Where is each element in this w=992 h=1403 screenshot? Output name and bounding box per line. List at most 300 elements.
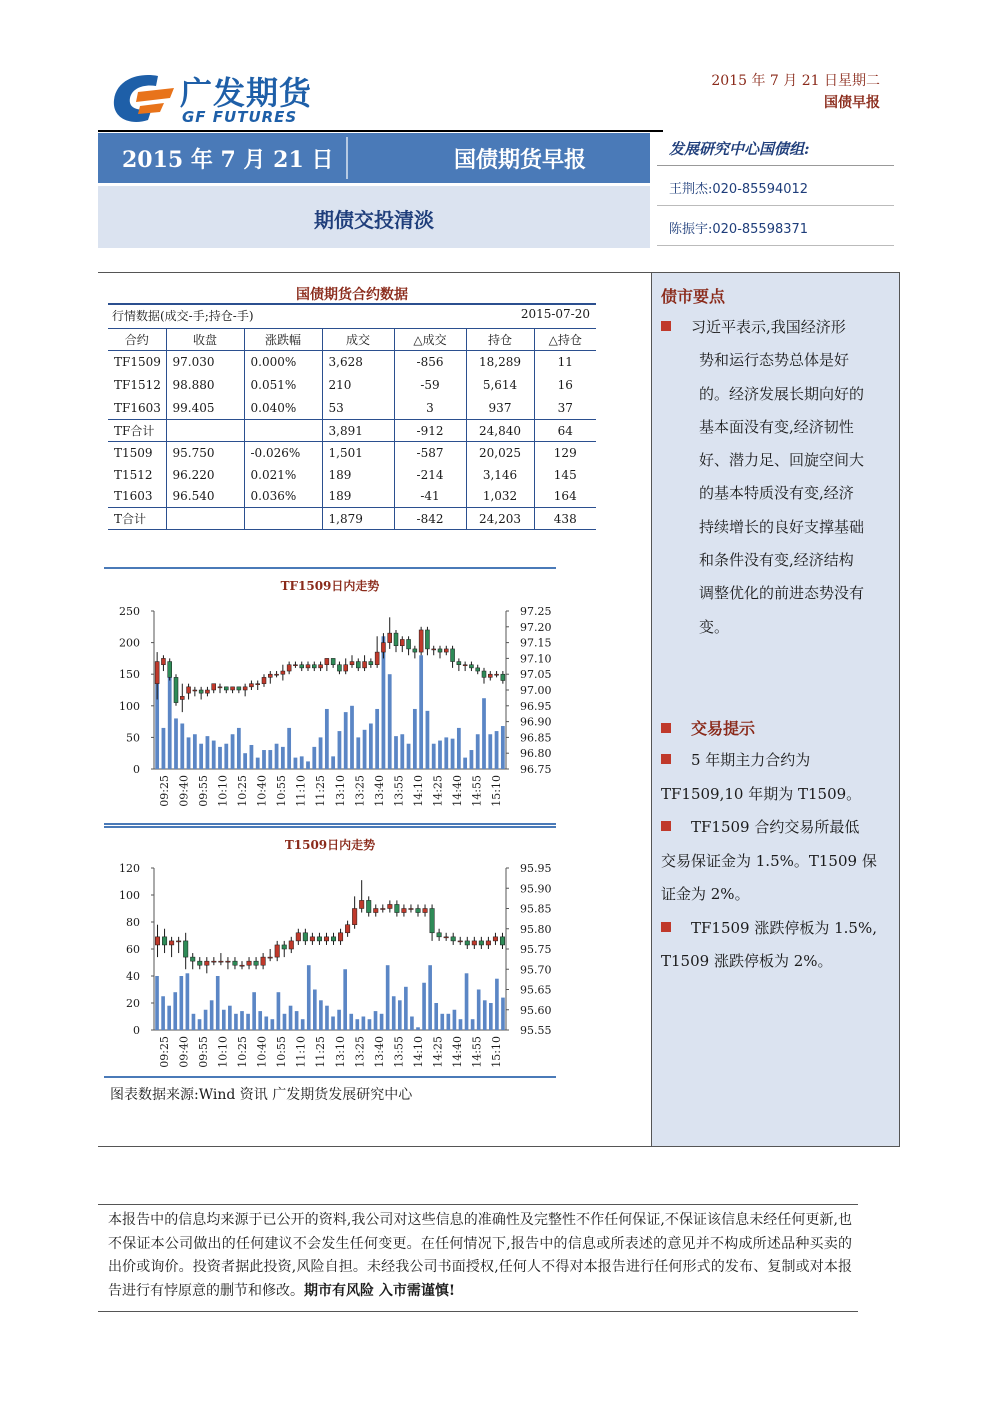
candle-body: [465, 941, 470, 945]
x-tick-label: 11:10: [294, 775, 308, 807]
candle-body: [356, 662, 360, 668]
tips-line: 5 年期主力合约为: [661, 744, 897, 778]
x-tick-label: 13:40: [372, 1036, 386, 1068]
header-report-type: 国债早报: [824, 95, 880, 111]
chart-title: T1509日内走势: [284, 838, 376, 852]
candle-body: [469, 665, 473, 668]
table-cell: -856: [394, 351, 466, 374]
candle-body: [317, 937, 322, 941]
volume-bar: [162, 728, 166, 769]
table-cell: TF1512: [114, 378, 161, 392]
column-header: 持仓: [466, 329, 534, 351]
volume-bar: [287, 728, 291, 769]
candle-body: [345, 925, 350, 933]
x-tick-label: 13:10: [333, 1036, 347, 1068]
volume-bar: [495, 731, 499, 769]
candle-body: [155, 937, 160, 945]
headline: 期债交投清淡: [314, 208, 434, 232]
table-cell: TF合计: [108, 420, 166, 442]
volume-bar: [319, 737, 323, 769]
candle-body: [366, 900, 371, 912]
table-cell: [166, 420, 244, 442]
volume-bar: [224, 744, 228, 769]
volume-bar: [275, 744, 279, 769]
candle-body: [463, 665, 467, 666]
candle-body: [493, 937, 498, 941]
candle-body: [451, 649, 455, 662]
table-cell: 3: [394, 397, 466, 420]
tips-title: 交易提示: [691, 719, 756, 738]
column-header: △持仓: [534, 329, 596, 351]
table-cell: TF1509: [114, 355, 161, 370]
volume-bar: [459, 1019, 463, 1030]
volume-bar: [155, 976, 159, 1030]
volume-bar: [256, 758, 260, 769]
x-tick-label: 09:40: [177, 775, 191, 807]
volume-bar: [281, 747, 285, 769]
volume-bar: [283, 1014, 287, 1030]
x-tick-label: 13:40: [372, 775, 386, 807]
brand-name-en: GF FUTURES: [182, 108, 298, 126]
volume-bar: [482, 698, 486, 769]
x-tick-label: 10:40: [255, 1036, 269, 1068]
volume-bar: [338, 731, 342, 769]
table-cell: TF1603: [114, 400, 161, 415]
volume-bar: [432, 744, 436, 769]
volume-bar: [234, 1014, 238, 1030]
volume-bar: [422, 983, 426, 1030]
left-tick-label: 120: [119, 862, 140, 875]
x-tick-label: 14:25: [431, 1036, 445, 1068]
volume-bar: [363, 730, 367, 769]
candle-body: [374, 909, 379, 913]
volume-bar: [394, 736, 398, 769]
table-cell: 5,614: [466, 374, 534, 397]
candle-body: [190, 957, 195, 961]
candle-body: [300, 665, 304, 668]
volume-bar: [262, 750, 266, 769]
table-cell: T1603: [114, 489, 153, 504]
table-cell: 3,146: [466, 464, 534, 486]
volume-bar: [307, 965, 311, 1030]
x-tick-label: 13:55: [392, 775, 406, 807]
points-line: 势和运行态势总体是好: [699, 351, 850, 370]
team-title: 发展研究中心国债组:: [657, 130, 894, 166]
volume-bar: [392, 996, 396, 1030]
chart-source: 图表数据来源:Wind 资讯 广发期货发展研究中心: [110, 1087, 413, 1103]
x-tick-label: 09:40: [177, 1036, 191, 1068]
left-tick-label: 100: [119, 699, 140, 713]
volume-bar: [301, 1019, 305, 1030]
volume-bar: [199, 744, 203, 769]
volume-bar: [216, 976, 220, 1030]
volume-bar: [237, 728, 241, 769]
tf1509-chart: [104, 567, 556, 825]
header-date: 2015 年 7 月 21 日星期二: [711, 73, 880, 89]
volume-bar: [471, 1019, 475, 1030]
tips-heading: [661, 716, 755, 739]
bullet-icon: [661, 922, 671, 932]
table-row: [108, 442, 596, 464]
table-cell: 99.405: [166, 397, 244, 420]
tips-line: T1509 涨跌停板为 2%。: [661, 952, 833, 970]
candle-body: [337, 665, 341, 671]
volume-bar: [271, 1019, 275, 1030]
candle-body: [375, 652, 379, 665]
x-tick-label: 10:55: [275, 1036, 289, 1068]
x-tick-label: 13:25: [353, 1036, 367, 1068]
candle-body: [388, 633, 392, 642]
team-member: [657, 206, 894, 246]
candle-body: [281, 671, 285, 674]
volume-bar: [362, 1017, 366, 1031]
volume-bar: [428, 965, 432, 1030]
candle-body: [409, 909, 414, 910]
table-cell: 1,501: [322, 442, 394, 464]
candle-body: [205, 961, 210, 965]
volume-bar: [325, 709, 329, 769]
volume-bar: [193, 734, 197, 769]
volume-bar: [210, 1000, 214, 1030]
volume-bar: [463, 758, 467, 769]
candle-body: [472, 941, 477, 945]
candle-body: [183, 941, 188, 957]
x-tick-label: 14:10: [412, 1036, 425, 1068]
candle-body: [268, 674, 272, 677]
candle-body: [476, 668, 480, 671]
table-row: [108, 397, 596, 420]
volume-bar: [343, 969, 347, 1030]
volume-bar: [349, 1014, 353, 1030]
candle-body: [247, 961, 252, 965]
candle-body: [425, 630, 429, 649]
volume-bar: [167, 1006, 171, 1030]
x-tick-label: 14:40: [451, 775, 465, 807]
candle-body: [306, 665, 310, 668]
points-line: 调整优化的前进态势没有: [699, 584, 865, 603]
column-header: 合约: [124, 333, 149, 347]
volume-bar: [240, 1011, 244, 1030]
table-row: [108, 486, 596, 508]
table-cell: 0.036%: [244, 486, 322, 508]
candle-body: [240, 965, 245, 966]
x-tick-label: 09:55: [196, 775, 210, 807]
volume-bar: [407, 744, 411, 769]
left-tick-label: 50: [126, 731, 140, 745]
table-cell: 1,879: [322, 508, 394, 530]
candle-body: [219, 961, 224, 962]
bullet-icon: [661, 754, 671, 764]
points-title: 债市要点: [661, 287, 726, 306]
volume-bar: [218, 747, 222, 769]
table-cell: 16: [534, 374, 596, 397]
volume-bar: [501, 998, 505, 1030]
candle-body: [193, 690, 197, 691]
volume-bar: [180, 723, 184, 769]
candle-body: [325, 658, 329, 664]
volume-bar: [222, 1010, 226, 1030]
research-team: [657, 130, 894, 246]
table-cell: 0.040%: [244, 397, 322, 420]
volume-bar: [344, 712, 348, 769]
candle-body: [205, 690, 209, 693]
right-tick-label: 96.85: [520, 731, 552, 745]
candle-body: [501, 674, 505, 680]
table-title-rule: [108, 303, 596, 305]
volume-bar: [174, 718, 178, 769]
candle-body: [394, 633, 398, 646]
x-tick-label: 10:40: [255, 775, 269, 807]
candle-body: [444, 937, 449, 938]
member-name: 陈振宇:: [669, 222, 713, 237]
table-cell: 145: [534, 464, 596, 486]
candle-body: [289, 941, 294, 949]
candle-body: [430, 909, 435, 933]
points-line: 和条件没有变,经济结构: [699, 551, 854, 570]
candle-body: [479, 941, 484, 945]
candle-body: [231, 687, 235, 690]
candle-body: [419, 630, 423, 652]
table-cell: [244, 420, 322, 442]
right-tick-label: 96.75: [520, 763, 552, 776]
candle-body: [482, 671, 486, 677]
bullet-icon: [661, 321, 671, 331]
volume-bar: [246, 1014, 250, 1030]
candle-body: [249, 684, 253, 687]
x-tick-label: 15:10: [490, 1036, 504, 1068]
x-tick-label: 13:25: [353, 775, 367, 807]
x-tick-label: 09:55: [196, 1036, 210, 1068]
volume-bar: [501, 726, 505, 769]
points-line: 好、潜力足、回旋空间大: [699, 451, 865, 470]
candle-body: [369, 662, 373, 665]
candle-body: [287, 665, 291, 671]
candle-body: [261, 957, 266, 965]
candle-body: [176, 941, 181, 942]
member-name: 王荆杰:: [669, 182, 713, 197]
volume-bar: [312, 747, 316, 769]
left-tick-label: 250: [119, 605, 140, 618]
right-tick-label: 97.25: [520, 605, 552, 618]
candle-body: [457, 662, 461, 665]
table-cell: 0.021%: [244, 464, 322, 486]
right-tick-label: 95.65: [520, 983, 552, 997]
candle-body: [187, 687, 191, 693]
left-tick-label: 0: [133, 763, 140, 776]
candle-body: [381, 643, 385, 652]
volume-bar: [186, 973, 190, 1030]
column-header: 涨跌幅: [244, 329, 322, 351]
candle-body: [275, 945, 280, 957]
volume-bar: [258, 1011, 262, 1030]
candle-body: [444, 649, 448, 652]
volume-bar: [386, 965, 390, 1030]
volume-bar: [264, 1017, 268, 1031]
volume-bar: [410, 1017, 414, 1031]
table-cell: 37: [534, 397, 596, 420]
table-row: [108, 351, 596, 374]
right-tick-label: 95.70: [520, 963, 552, 977]
x-tick-label: 13:55: [392, 1036, 406, 1068]
candle-body: [180, 696, 184, 699]
volume-bar: [447, 1014, 451, 1030]
x-tick-label: 11:25: [314, 1036, 328, 1068]
volume-bar: [313, 990, 317, 1031]
points-line: 习近平表示,我国经济形: [661, 311, 893, 344]
candle-body: [256, 684, 260, 685]
candle-body: [282, 945, 287, 949]
brand-name-cn: 广发期货: [180, 74, 313, 112]
volume-bar: [356, 737, 360, 769]
brand-logo: [108, 68, 368, 128]
table-cell: 3,628: [322, 351, 394, 374]
volume-bar: [295, 1011, 299, 1030]
banner-date: 2015 年 7 月 21 日: [122, 147, 334, 173]
candle-body: [359, 900, 364, 908]
tips-line: TF1509 涨跌停板为 1.5%,: [661, 912, 897, 946]
table-header-row: [108, 329, 596, 351]
table-unit-note: 行情数据(成交-手;持仓-手): [112, 309, 254, 323]
volume-bar: [457, 728, 461, 769]
x-tick-label: 09:25: [157, 775, 171, 807]
candle-body: [331, 658, 335, 664]
x-tick-label: 10:25: [236, 1036, 249, 1068]
points-line: 变。: [699, 617, 730, 636]
candle-body: [486, 941, 491, 945]
member-phone: 020-85598371: [712, 222, 809, 237]
volume-bar: [495, 979, 499, 1030]
candle-body: [319, 665, 323, 668]
table-date: 2015-07-20: [520, 307, 590, 321]
table-cell: [166, 508, 244, 530]
volume-bar: [413, 709, 417, 769]
right-tick-label: 97.00: [520, 684, 552, 697]
volume-bar: [416, 1027, 420, 1030]
volume-bar: [404, 987, 408, 1030]
candle-body: [438, 649, 442, 652]
volume-bar: [476, 734, 480, 769]
table-cell: 0.000%: [244, 351, 322, 374]
candle-body: [350, 662, 354, 665]
volume-bar: [375, 709, 379, 769]
table-cell: 24,203: [466, 508, 534, 530]
volume-bar: [444, 737, 448, 769]
volume-bar: [243, 753, 247, 769]
left-tick-label: 40: [126, 970, 140, 983]
right-tick-label: 95.75: [520, 943, 552, 956]
candle-body: [402, 909, 407, 913]
right-tick-label: 96.95: [520, 699, 552, 713]
table-cell: 53: [322, 397, 394, 420]
disclaimer: [98, 1204, 858, 1312]
volume-bar: [470, 750, 474, 769]
table-cell: 24,840: [466, 420, 534, 442]
right-tick-label: 97.20: [520, 620, 552, 634]
volume-bar: [325, 1006, 329, 1030]
column-header: 收盘: [166, 329, 244, 351]
left-tick-label: 0: [133, 1024, 140, 1037]
candle-body: [155, 662, 159, 684]
x-tick-label: 11:25: [314, 775, 328, 807]
candle-body: [310, 937, 315, 941]
tips-line: 交易保证金为 1.5%。T1509 保: [661, 851, 877, 870]
volume-bar: [438, 741, 442, 769]
volume-bar: [306, 761, 310, 769]
candle-body: [495, 674, 499, 675]
volume-bar: [252, 992, 256, 1030]
table-cell: -214: [394, 464, 466, 486]
candle-body: [303, 933, 308, 941]
candle-body: [488, 674, 492, 677]
disclaimer-body: 本报告中的信息均来源于已公开的资料,我公司对这些信息的准确性及完整性不作任何保证,不保证该信息未经任何更新,也不保证本公司做出的任何建议不会发生任何变更。在任何情况下,报告中的信息或所表述的意见并不构成所述品种买卖的出价或询价。投资者据此投资,风险自担。未经我公司书面授权,任何人不得对本报告进行任何形式的发布、复制或对本报告进行有悖原意的删节和修改。: [108, 1212, 852, 1299]
volume-bar: [228, 1006, 232, 1030]
t1509-chart-svg: [104, 854, 556, 1078]
t1509-chart: [104, 826, 556, 1078]
volume-bar: [300, 756, 304, 769]
x-tick-label: 10:10: [216, 775, 230, 807]
banner-title: 国债期货早报: [454, 147, 587, 173]
table-cell: -587: [394, 442, 466, 464]
table-row: [108, 464, 596, 486]
candle-body: [423, 909, 428, 913]
points-paragraph: [661, 311, 893, 644]
volume-bar: [489, 1003, 493, 1030]
points-line: 基本面没有变,经济韧性: [699, 417, 854, 436]
x-tick-label: 10:55: [275, 775, 289, 807]
column-header: △成交: [394, 329, 466, 351]
candle-body: [296, 933, 301, 941]
table-cell: -842: [394, 508, 466, 530]
right-tick-label: 95.90: [520, 882, 552, 896]
candle-body: [243, 687, 247, 690]
candle-body: [174, 677, 178, 702]
x-tick-label: 09:25: [157, 1036, 171, 1068]
volume-bar: [350, 706, 354, 769]
candle-body: [407, 639, 411, 648]
candle-body: [162, 937, 167, 945]
volume-bar: [465, 973, 469, 1030]
headline-banner: [98, 186, 650, 248]
right-tick-label: 97.15: [520, 636, 552, 650]
table-cell: -41: [394, 486, 466, 508]
x-tick-label: 14:55: [470, 1036, 484, 1068]
candle-body: [169, 941, 174, 945]
volume-bar: [268, 750, 272, 769]
candle-body: [381, 909, 386, 910]
tf1509-chart-svg: [104, 595, 556, 825]
right-tick-label: 96.90: [520, 715, 552, 729]
tips-line: TF1509 合约交易所最低: [661, 811, 897, 845]
table-cell: 98.880: [166, 374, 244, 397]
tips-line: TF1509,10 年期为 T1509。: [661, 784, 862, 803]
table-cell: 64: [534, 420, 596, 442]
volume-bar: [388, 674, 392, 769]
table-cell: 189: [322, 464, 394, 486]
volume-bar: [192, 1014, 196, 1030]
volume-bar: [289, 1006, 293, 1030]
right-tick-label: 95.95: [520, 862, 552, 875]
left-tick-label: 100: [119, 889, 140, 902]
volume-bar: [398, 1000, 402, 1030]
table-cell: T1509: [114, 445, 153, 460]
right-tick-label: 95.55: [520, 1024, 552, 1037]
content-bottom-rule: [98, 1146, 900, 1147]
volume-bar: [453, 1010, 457, 1030]
volume-bar: [250, 745, 254, 769]
candle-body: [451, 937, 456, 941]
table-cell: 0.051%: [244, 374, 322, 397]
candle-body: [293, 665, 297, 666]
